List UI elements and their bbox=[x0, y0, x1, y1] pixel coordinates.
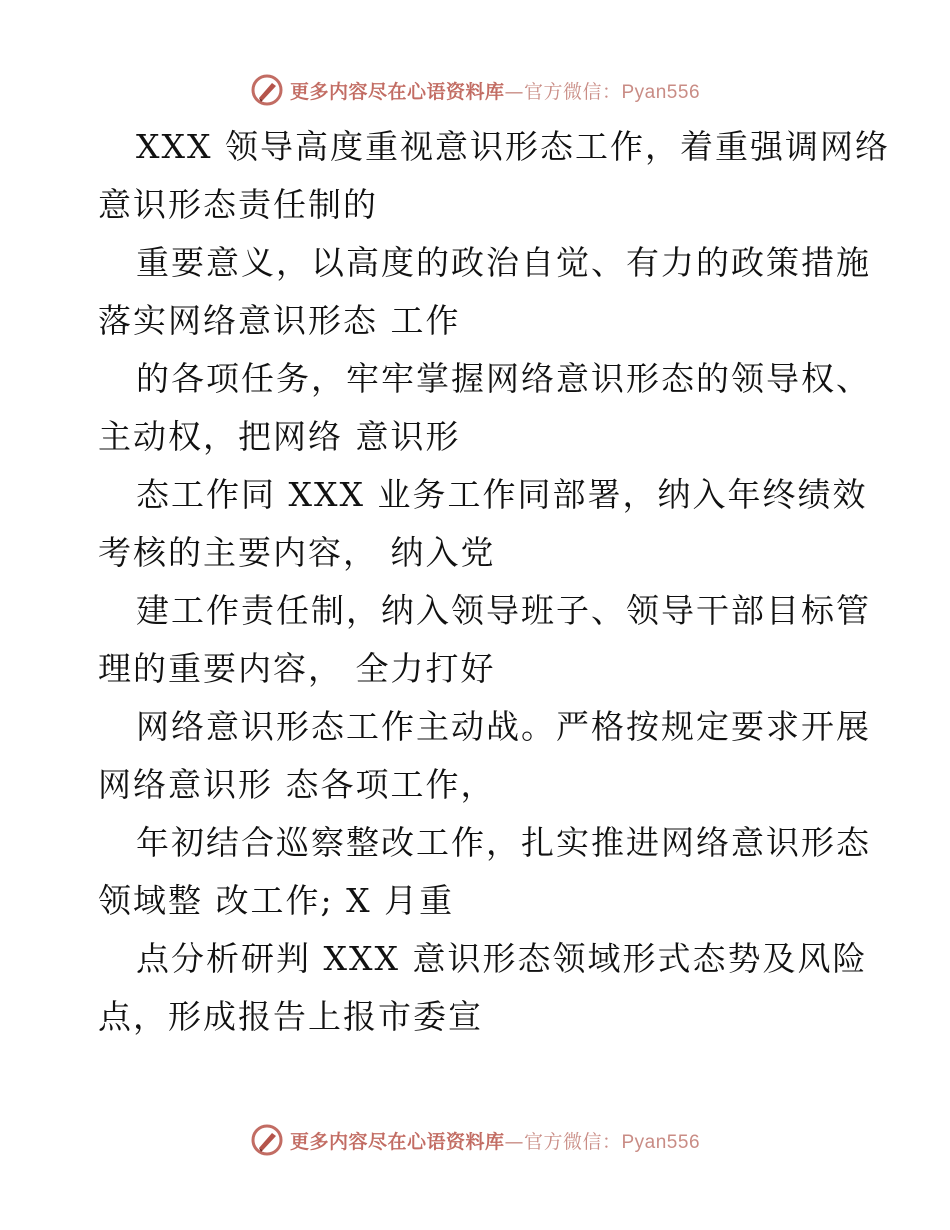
paragraph-line: 建工作责任制，纳入领导班子、领导干部目标管 bbox=[136, 591, 871, 630]
paragraph-line: 意识形态责任制的 bbox=[98, 185, 378, 224]
paragraph-line: 考核的主要内容， 纳入党 bbox=[98, 533, 496, 572]
paragraph-8 bbox=[98, 930, 868, 1046]
paragraph-line: 理的重要内容， 全力打好 bbox=[98, 649, 496, 688]
document-body bbox=[98, 118, 890, 1046]
paragraph-line: 领域整 改工作; X 月重 bbox=[98, 881, 455, 920]
paragraph-line: 态工作同 XXX 业务工作同部署，纳入年终绩效 bbox=[136, 475, 868, 514]
footer-watermark bbox=[0, 1120, 950, 1160]
paragraph-5 bbox=[98, 582, 871, 698]
pen-logo-icon bbox=[250, 73, 284, 107]
paragraph-line: 年初结合巡察整改工作，扎实推进网络意识形态 bbox=[136, 823, 871, 862]
paragraph-6 bbox=[98, 698, 871, 814]
paragraph-line: 落实网络意识形态 工作 bbox=[98, 301, 461, 340]
paragraph-line: 主动权，把网络 意识形 bbox=[98, 417, 461, 456]
paragraph-line: 网络意识形态工作主动战。严格按规定要求开展 bbox=[136, 707, 871, 746]
paragraph-4 bbox=[98, 466, 868, 582]
paragraph-2 bbox=[98, 234, 871, 350]
paragraph-line: 的各项任务，牢牢掌握网络意识形态的领导权、 bbox=[136, 359, 871, 398]
paragraph-7 bbox=[98, 814, 871, 930]
watermark-text: 更多内容尽在心语资料库—官方微信：Pyan556 bbox=[289, 80, 701, 103]
header-watermark bbox=[0, 70, 950, 110]
paragraph-line: 重要意义，以高度的政治自觉、有力的政策措施 bbox=[136, 243, 871, 282]
paragraph-line: 点分析研判 XXX 意识形态领域形式态势及风险 bbox=[136, 939, 868, 978]
paragraph-1 bbox=[98, 118, 890, 234]
paragraph-line: 点，形成报告上报市委宣 bbox=[98, 997, 483, 1036]
pen-logo-icon bbox=[250, 1123, 284, 1157]
paragraph-line: XXX 领导高度重视意识形态工作，着重强调网络 bbox=[136, 127, 890, 166]
watermark-text: 更多内容尽在心语资料库—官方微信：Pyan556 bbox=[289, 1130, 701, 1153]
paragraph-3 bbox=[98, 350, 871, 466]
paragraph-line: 网络意识形 态各项工作， bbox=[98, 765, 496, 804]
